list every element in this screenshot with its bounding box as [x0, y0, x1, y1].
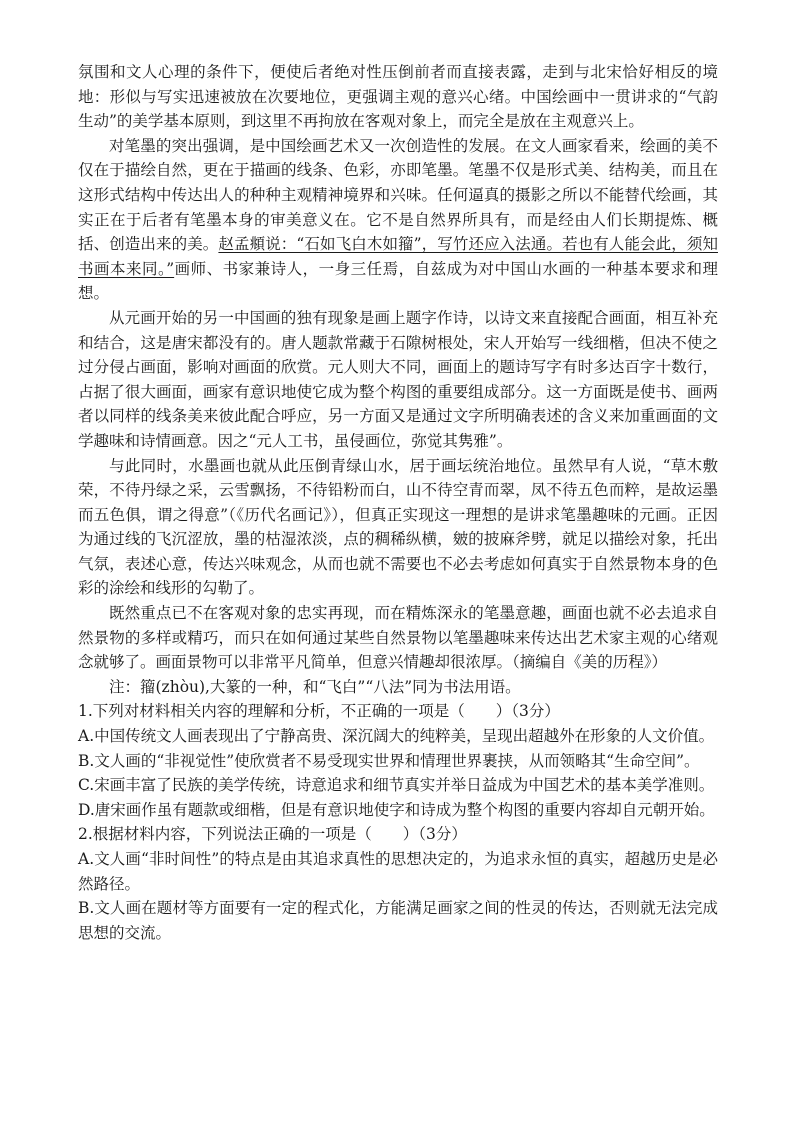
- question-1-stem: 1.下列对材料相关内容的理解和分析，不正确的一项是（ ）（3分）: [78, 702, 560, 721]
- paragraph-4: 与此同时，水墨画也就从此压倒青绿山水，居于画坛统治地位。虽然早有人说，“草木敷荣，不待丹绿之采，云雪飘扬，不待铅粉而白，山不待空青而翠，凤不待五色而粹，是故运墨而五色俱，谓之得意”（《历代名画记》），但真正实现这一理想的是讲求笔墨趣味的元画。正因为通过线的飞沉涩放，墨的枯湿浓淡，点的稠稀纵横，皴的披麻斧劈，就足以描绘对象，托出气氛，表述心意，传达兴味观念，从而也就不需要也不必去考虑如何真实于自然景物本身的色彩的涂绘和线形的勾勒了。: [78, 456, 718, 598]
- question-1-option-c: C.宋画丰富了民族的美学传统，诗意追求和细节真实并举日益成为中国艺术的基本美学准则。: [78, 776, 715, 795]
- paragraph-2: [78, 134, 718, 306]
- question-2-stem: 2.根据材料内容，下列说法正确的一项是（ ）（3分）: [78, 825, 467, 844]
- paragraph-2-underlined-quote: 赵孟頫说：“石如飞白木如籀”，写竹还应入法通。若也有人能会此，须知书画本来同。”: [78, 235, 718, 278]
- question-1-option-a: A.中国传统文人画表现出了宁静高贵、深沉阔大的纯粹美，呈现出超越外在形象的人文价值。: [78, 727, 715, 746]
- document-page: [78, 60, 718, 945]
- question-1-option-b: B.文人画的“非视觉性”使欣赏者不易受现实世界和情理世界裹挟，从而领略其“生命空间”。: [78, 751, 700, 770]
- question-2-option-a: A.文人画“非时间性”的特点是由其追求真性的思想决定的，为追求永恒的真实，超越历史是必然路径。: [78, 850, 718, 893]
- paragraph-5: 既然重点已不在客观对象的忠实再现，而在精炼深永的笔墨意趣，画面也就不必去追求自然景物的多样或精巧，而只在如何通过某些自然景物以笔墨趣味来传达出艺术家主观的心绪观念就够了。画面景物可以非常平凡简单，但意兴情趣却很浓厚。（摘编自《美的历程》）: [78, 604, 718, 672]
- paragraph-1: 氛围和文人心理的条件下，便使后者绝对性压倒前者而直接表露，走到与北宋恰好相反的境地：形似与写实迅速被放在次要地位，更强调主观的意兴心绪。中国绘画中一贯讲求的“气韵生动”的美学基本原则，到这里不再拘放在客观对象上，而完全是放在主观意兴上。: [78, 63, 718, 131]
- question-2-option-b: B.文人画在题材等方面要有一定的程式化，方能满足画家之间的性灵的传达，否则就无法完成思想的交流。: [78, 899, 718, 942]
- paragraph-2-text-a: 对笔墨的突出强调，是中国绘画艺术又一次创造性的发展。在文人画家看来，绘画的美不仅在于描绘自然，更在于描画的线条、色彩，亦即笔墨。笔墨不仅是形式美、结构美，而且在这形式结构中传达出人的种种主观精神境界和兴味。任何逼真的摄影之所以不能替代绘画，其实正在于后者有笔墨本身的审美意义在。它不是自然界所具有，而是经由人们长期提炼、概括、创造出来的美。: [78, 136, 718, 254]
- footnote: 注：籀(zhòu),大篆的一种，和“飞白”“八法”同为书法用语。: [109, 677, 521, 696]
- paragraph-3: 从元画开始的另一中国画的独有现象是画上题字作诗，以诗文来直接配合画面，相互补充和结合，这是唐宋都没有的。唐人题款常藏于石隙树根处，宋人开始写一线细楷，但决不使之过分侵占画面，影响对画面的欣赏。元人则大不同，画面上的题诗写字有时多达百字十数行，占据了很大画面，画家有意识地使它成为整个构图的重要组成部分。这一方面既是使书、画两者以同样的线条美来彼此配合呼应，另一方面又是通过文字所明确表述的含义来加重画面的文学趣味和诗情画意。因之“元人工书，虽侵画位，弥觉其隽雅”。: [78, 308, 718, 450]
- paragraph-2-text-b: 画师、书家兼诗人，一身三任焉，自兹成为对中国山水画的一种基本要求和理想。: [78, 259, 718, 303]
- question-1-option-d: D.唐宋画作虽有题款或细楷，但是有意识地使字和诗成为整个构图的重要内容却自元朝开始。: [78, 800, 715, 819]
